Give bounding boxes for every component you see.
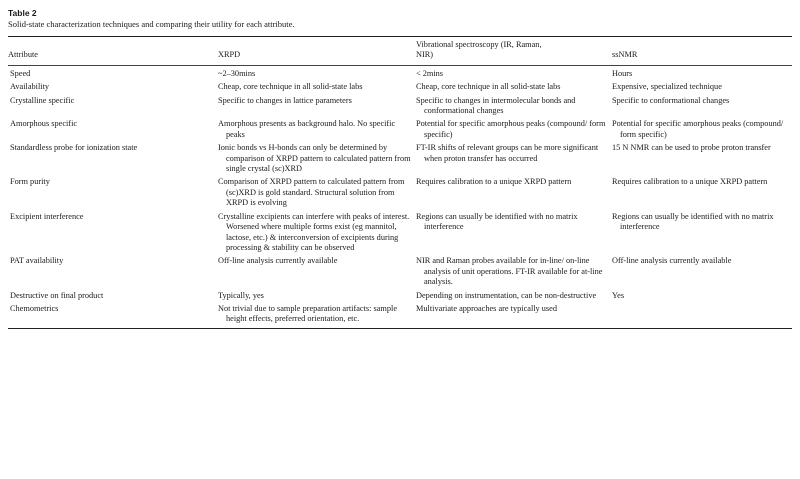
cell-xrpd: [218, 119, 416, 143]
cell-xrpd: [218, 304, 416, 328]
cell-text: Excipient interference: [10, 211, 84, 221]
cell-vibrational: [416, 212, 612, 257]
table-row: [8, 304, 792, 328]
cell-text: NIR and Raman probes available for in-line/ on-line analysis of unit operations. FT-IR available for at-line analysis.: [416, 256, 603, 287]
table-row: [8, 96, 792, 120]
cell-text: Requires calibration to a unique XRPD pattern: [416, 177, 572, 187]
cell-text: Cheap, core technique in all solid-state labs: [416, 82, 561, 92]
cell-vibrational: [416, 304, 612, 328]
cell-text: Hours: [612, 68, 633, 78]
table-container: [8, 0, 792, 329]
cell-attribute: [8, 212, 218, 257]
cell-ssnmr: [612, 96, 792, 120]
cell-vibrational: [416, 96, 612, 120]
cell-text: Specific to changes in intermolecular bonds and conformational changes: [416, 95, 576, 116]
table-row: [8, 143, 792, 177]
header-attribute: Attribute: [8, 50, 38, 60]
cell-text: Off-line analysis currently available: [612, 256, 732, 266]
cell-attribute: [8, 143, 218, 177]
cell-xrpd: [218, 82, 416, 95]
cell-text: Speed: [10, 68, 31, 78]
cell-xrpd: [218, 291, 416, 304]
table-caption: Solid-state characterization techniques and comparing their utility for each attribute.: [8, 19, 295, 29]
cell-text: Off-line analysis currently available: [218, 256, 338, 266]
cell-text: Potential for specific amorphous peaks (compound/ form specific): [612, 119, 784, 139]
cell-text: Multivariate approaches are typically used: [416, 303, 557, 313]
cell-ssnmr: [612, 304, 792, 328]
table-row: [8, 119, 792, 143]
cell-text: Not trivial due to sample preparation artifacts: sample height effects, preferred orientation, etc.: [218, 303, 398, 324]
cell-vibrational: [416, 291, 612, 304]
cell-text: 15 N NMR can be used to probe proton transfer: [612, 143, 771, 153]
cell-vibrational: [416, 66, 612, 82]
cell-vibrational: [416, 256, 612, 290]
cell-text: Amorphous specific: [10, 119, 78, 129]
header-ssnmr: ssNMR: [612, 50, 638, 60]
cell-xrpd: [218, 212, 416, 257]
cell-text: Availability: [10, 82, 50, 92]
cell-text: FT-IR shifts of relevant groups can be more significant when proton transfer has occurred: [416, 143, 599, 163]
cell-xrpd: [218, 177, 416, 211]
cell-attribute: [8, 66, 218, 82]
cell-text: Requires calibration to a unique XRPD pattern: [612, 177, 768, 187]
cell-text: < 2mins: [416, 68, 444, 78]
table-row: [8, 212, 792, 257]
cell-text: ~2–30mins: [218, 68, 256, 78]
cell-text: Specific to conformational changes: [612, 95, 730, 105]
table-row: [8, 256, 792, 290]
cell-ssnmr: [612, 143, 792, 177]
cell-attribute: [8, 119, 218, 143]
table-row: [8, 82, 792, 95]
cell-text: Standardless probe for ionization state: [10, 143, 138, 153]
cell-text: Specific to changes in lattice parameters: [218, 95, 352, 105]
cell-attribute: [8, 177, 218, 211]
cell-text: PAT availability: [10, 256, 64, 266]
cell-text: Cheap, core technique in all solid-state labs: [218, 82, 363, 92]
cell-ssnmr: [612, 291, 792, 304]
cell-text: Crystalline excipients can interfere with peaks of interest. Worsened where multiple forms exist (eg mannitol, lactose, etc.) & interconversion of excipients during processing & stability can be observed: [218, 211, 410, 252]
cell-ssnmr: [612, 256, 792, 290]
cell-text: Expensive, specialized technique: [612, 82, 722, 92]
bottom-rule: [8, 328, 792, 329]
cell-vibrational: [416, 143, 612, 177]
cell-text: Chemometrics: [10, 303, 59, 313]
cell-text: Typically, yes: [218, 290, 264, 300]
cell-text: Potential for specific amorphous peaks (compound/ form specific): [416, 119, 606, 139]
cell-ssnmr: [612, 82, 792, 95]
table-label: Table 2: [8, 8, 37, 18]
cell-text: Comparison of XRPD pattern to calculated pattern from (sc)XRD is gold standard. Structural solution from XRPD is evolving: [218, 177, 405, 208]
cell-ssnmr: [612, 119, 792, 143]
header-vibrational: Vibrational spectroscopy (IR, Raman, NIR): [416, 40, 542, 60]
cell-attribute: [8, 82, 218, 95]
cell-text: Yes: [612, 290, 625, 300]
cell-xrpd: [218, 143, 416, 177]
cell-text: Regions can usually be identified with no matrix interference: [416, 211, 578, 232]
cell-attribute: [8, 304, 218, 328]
cell-ssnmr: [612, 177, 792, 211]
cell-attribute: [8, 96, 218, 120]
cell-attribute: [8, 256, 218, 290]
header-row: [8, 37, 792, 65]
characterization-table: [8, 37, 792, 328]
cell-text: Destructive on final product: [10, 290, 104, 300]
cell-xrpd: [218, 66, 416, 82]
cell-text: Amorphous presents as background halo. No specific peaks: [218, 119, 396, 139]
cell-xrpd: [218, 96, 416, 120]
cell-text: Depending on instrumentation, can be non-destructive: [416, 290, 597, 300]
cell-text: Crystalline specific: [10, 95, 75, 105]
cell-attribute: [8, 291, 218, 304]
cell-xrpd: [218, 256, 416, 290]
cell-vibrational: [416, 82, 612, 95]
table-row: [8, 177, 792, 211]
header-xrpd: XRPD: [218, 50, 241, 60]
cell-text: Form purity: [10, 177, 50, 187]
table-row: [8, 66, 792, 82]
cell-text: Regions can usually be identified with no matrix interference: [612, 211, 774, 232]
cell-vibrational: [416, 177, 612, 211]
cell-vibrational: [416, 119, 612, 143]
cell-ssnmr: [612, 212, 792, 257]
table-row: [8, 291, 792, 304]
cell-text: Ionic bonds vs H-bonds can only be determined by comparison of XRPD pattern to calculated pattern from single crystal (sc)XRD: [218, 143, 411, 174]
cell-ssnmr: [612, 66, 792, 82]
